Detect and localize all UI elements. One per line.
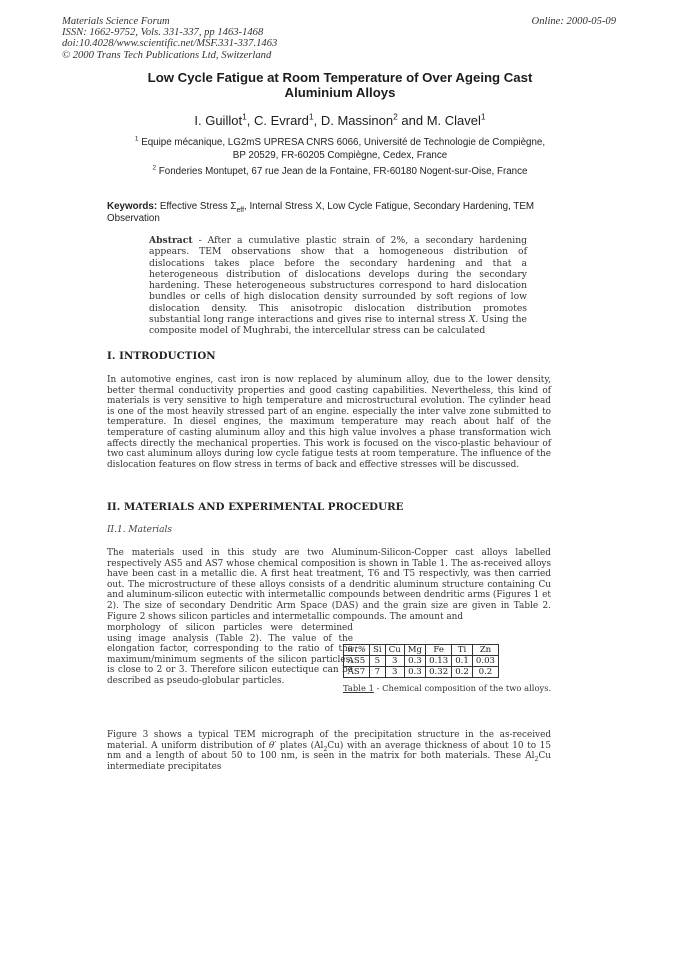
journal-name: Materials Science Forum <box>62 16 170 27</box>
subscript-2: 2 <box>323 745 328 753</box>
paragraph-text: Cu) with an average thickness of about 10 to 15 nm and a length of about 50 to 100 nm, is seen in the matrix for both materials. These Al <box>107 740 551 762</box>
author-name: C. Evrard <box>254 113 309 128</box>
author-name: I. Guillot <box>194 113 243 128</box>
table-header-cell: Cu <box>385 645 404 656</box>
table-cell: 7 <box>369 667 385 678</box>
table-cell: AS7 <box>344 667 370 678</box>
author-aff-mark: 1 <box>480 111 486 122</box>
table-header-cell: Mg <box>404 645 425 656</box>
author-separator: and <box>397 113 427 128</box>
keywords-label: Keywords: <box>107 201 158 212</box>
theta-prime-symbol: θ′ <box>268 740 277 751</box>
table-cell: 5 <box>369 656 385 667</box>
table-header-cell: Fe <box>426 645 452 656</box>
journal-header <box>62 16 277 61</box>
paragraph-text: Cu intermediate precipitates <box>107 751 551 772</box>
table-cell: 0.3 <box>404 656 425 667</box>
keywords <box>107 201 567 225</box>
table-header-row <box>344 645 499 656</box>
aff-number: 1 <box>134 135 139 143</box>
table-header-cell: Zn <box>472 645 498 656</box>
abstract-text: - After a cumulative plastic strain of 2%, a secondary hardening appears. TEM observations show that a homogeneous distribution of dislocations takes place before the secondary hardening and that a heterogeneous distribution of dislocations develops during the secondary hardening. These heterogeneous substructures correspond to hard dislocation bundles or cells of high dislocation density surrounded by soft regions of low dislocation density. This anisotropic dislocation distribution promotes substantial long range interactions and gives rise to internal stress <box>149 235 527 326</box>
author-separator: , <box>313 113 321 128</box>
chemical-composition-table <box>343 644 499 678</box>
table-cell: 0.13 <box>426 656 452 667</box>
sigma-subscript: eff <box>236 206 244 214</box>
introduction-paragraph: In automotive engines, cast iron is now replaced by aluminum alloy, due to the lower density, better thermal conductivity properties and good casting capabilities. Nevertheless, this kind of materials is very sensitive to high temperature and microstructural evolution. The cylinder head is one of the most heavily stressed part of an engine. especially the inter valve zone submitted to temperature. In diesel engines, the maximum temperature may reach about half of the temperature of casting aluminum alloy and this high value involves a phase transformation wich affects directly the mechanical properties. This work is focused on the visco-plastic behaviour of two cast aluminum alloys during low cycle fatigue tests at room temperature. The influence of the dislocation features on flow stress in terms of back and effective stresses will be discussed. <box>107 375 551 470</box>
title-line-2: Aluminium Alloys <box>284 85 396 100</box>
paragraph-text: plates (Al <box>276 740 324 751</box>
table-header-cell: wt% <box>344 645 370 656</box>
table-cell: 3 <box>385 667 404 678</box>
author-separator: , <box>246 113 254 128</box>
table-header-cell: Ti <box>452 645 473 656</box>
paragraph-text: Figure 3 shows a typical TEM micrograph of the precipitation structure in the as-received material. A uniform distribution of <box>107 730 551 751</box>
table-header-cell: Si <box>369 645 385 656</box>
subsection-heading-materials: II.1. Materials <box>107 525 172 535</box>
table-row <box>344 656 499 667</box>
author-aff-mark: 1 <box>242 111 247 122</box>
abstract <box>149 235 527 337</box>
section-heading-materials: II. MATERIALS AND EXPERIMENTAL PROCEDURE <box>107 501 404 513</box>
table-cell: 0.32 <box>426 667 452 678</box>
table-1 <box>343 644 499 678</box>
aff-1-line-1: Equipe mécanique, LG2mS UPRESA CNRS 6066, Université de Technologie de Compiègne, <box>141 137 546 148</box>
materials-paragraph-continued: morphology of silicon particles were determined using image analysis (Table 2). The value of the elongation factor, corresponding to the ratio of the maximum/minimum segments of the silicon particles, is close to 2 or 3. Therefore silicon eutectique can be described as pseudo-globular particles. <box>107 623 353 686</box>
author-aff-mark: 2 <box>393 111 398 122</box>
table-caption-label: Table 1 <box>343 683 374 693</box>
author-name: M. Clavel <box>426 113 481 128</box>
author-aff-mark: 1 <box>308 111 314 122</box>
table-1-caption <box>343 683 563 693</box>
affiliation-2 <box>90 166 590 179</box>
table-row <box>344 667 499 678</box>
table-cell: 0.03 <box>472 656 498 667</box>
sigma-symbol: Σ <box>230 201 237 212</box>
table-cell: 0.2 <box>472 667 498 678</box>
table-cell: 0.1 <box>452 656 473 667</box>
doi-line: doi:10.4028/www.scientific.net/MSF.331-337.1463 <box>62 38 278 50</box>
table-cell: 3 <box>385 656 404 667</box>
affiliation-1 <box>90 137 590 162</box>
aff-2-text: Fonderies Montupet, 67 rue Jean de la Fontaine, FR-60180 Nogent-sur-Oise, France <box>158 166 528 177</box>
table-cell: 0.2 <box>452 667 473 678</box>
author-list <box>80 113 600 128</box>
online-date: Online: 2000-05-09 <box>531 16 616 27</box>
aff-1-line-2: BP 20529, FR-60205 Compiègne, Cedex, France <box>232 149 448 161</box>
table-cell: 0.3 <box>404 667 425 678</box>
keywords-text: , Internal Stress X, Low Cycle Fatigue, Secondary Hardening, TEM Observation <box>107 201 535 224</box>
table-cell: AS5 <box>344 656 370 667</box>
abstract-text: . Using the composite model of Mughrabi, the intercellular stress can be calculated <box>149 314 527 337</box>
materials-paragraph: The materials used in this study are two Aluminum-Silicon-Copper cast alloys labelled respectively AS5 and AS7 whose chemical composition is shown in Table 1. The as-received alloys have been cast in a metallic die. A first heat treatment, T6 and T5 respectivly, was then carried out. The microstructure of these alloys consists of a dendritic aluminum structure containing Cu and aluminum-silicon eutectic with intermetallic compounds between dendritic arms (Figures 1 et 2). The size of secondary Dendritic Arm Space (DAS) and the grain size are given in Table 2. Figure 2 shows silicon particles and intermetallic compounds. The amount and <box>107 548 551 622</box>
paper-title <box>80 70 600 100</box>
abstract-symbol-x: X <box>468 314 476 326</box>
subscript-2: 2 <box>534 755 539 763</box>
issn-line: ISSN: 1662-9752, Vols. 331-337, pp 1463-1468 <box>62 27 264 39</box>
precipitation-paragraph <box>107 730 551 772</box>
aff-number: 2 <box>152 164 157 172</box>
copyright-line: © 2000 Trans Tech Publications Ltd, Switzerland <box>62 49 272 61</box>
table-caption-text: - Chemical composition of the two alloys. <box>373 683 552 693</box>
title-line-1: Low Cycle Fatigue at Room Temperature of Over Ageing Cast <box>147 70 533 85</box>
abstract-label: Abstract <box>149 235 193 246</box>
keywords-text: Effective Stress <box>157 201 231 212</box>
section-heading-introduction: I. INTRODUCTION <box>107 350 216 362</box>
author-name: D. Massinon <box>320 113 394 128</box>
